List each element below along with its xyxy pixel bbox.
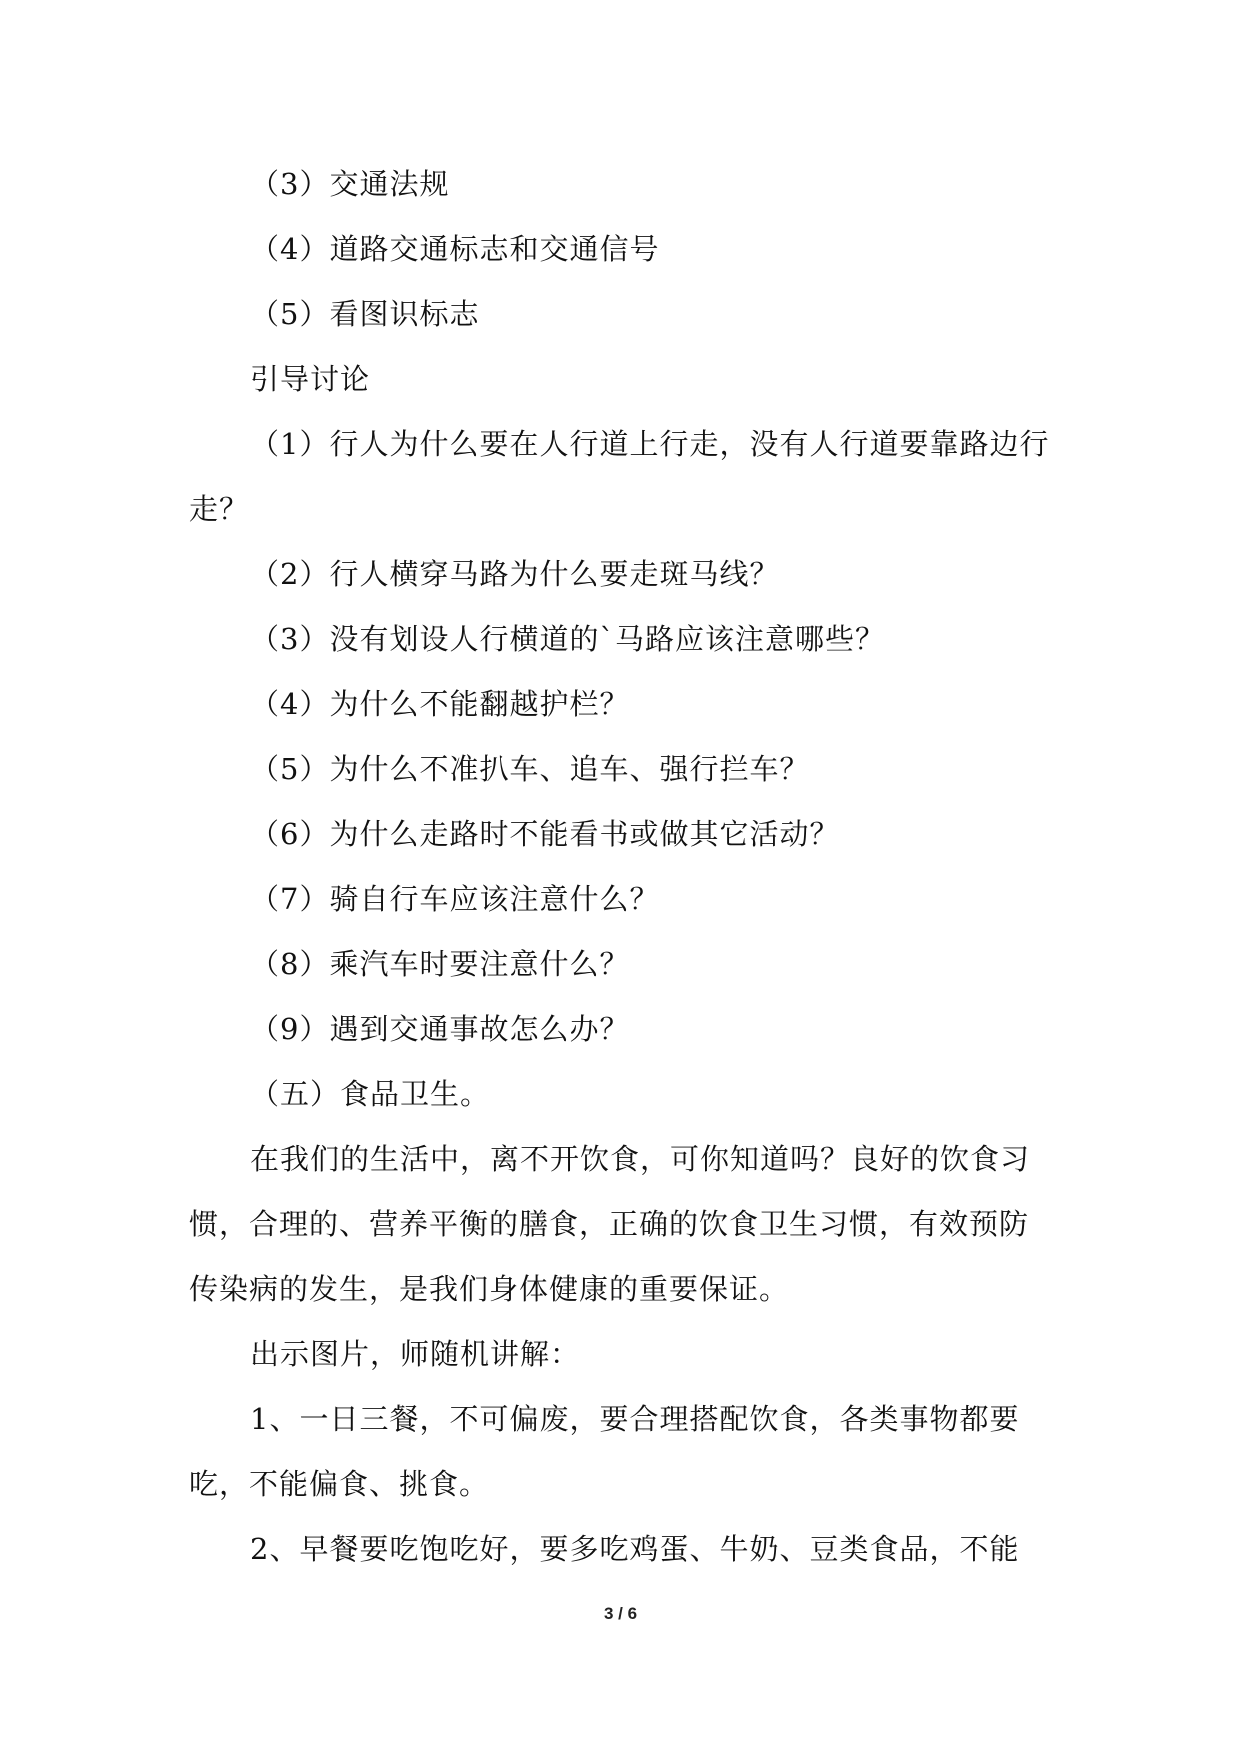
question-9: （9）遇到交通事故怎么办？ bbox=[250, 1012, 630, 1046]
question-1: （1）行人为什么要在人行道上行走，没有人行道要靠路边行走？ bbox=[189, 427, 1050, 526]
list-item-traffic-law: （3）交通法规 bbox=[250, 167, 450, 201]
paragraph-show-pictures: 出示图片，师随机讲解： bbox=[250, 1337, 581, 1371]
question-6: （6）为什么走路时不能看书或做其它活动？ bbox=[250, 817, 840, 851]
paragraph-food-intro: 在我们的生活中，离不开饮食，可你知道吗？良好的饮食习惯，合理的、营养平衡的膳食，正确的饮食卫生习惯，有效预防传染病的发生，是我们身体健康的重要保证。 bbox=[189, 1142, 1031, 1306]
question-4: （4）为什么不能翻越护栏？ bbox=[250, 687, 630, 721]
question-3: （3）没有划设人行横道的`马路应该注意哪些？ bbox=[250, 622, 885, 656]
section-heading-discussion: 引导讨论 bbox=[250, 362, 371, 396]
list-item-road-signs: （4）道路交通标志和交通信号 bbox=[250, 232, 660, 266]
question-8: （8）乘汽车时要注意什么？ bbox=[250, 947, 630, 981]
question-5: （5）为什么不准扒车、追车、强行拦车？ bbox=[250, 752, 810, 786]
question-2: （2）行人横穿马路为什么要走斑马线？ bbox=[250, 557, 780, 591]
list-item-recognize-signs: （5）看图识标志 bbox=[250, 297, 480, 331]
page-number: 3 / 6 bbox=[603, 1604, 638, 1623]
document-body bbox=[189, 152, 1057, 1582]
list-item-breakfast: 2、早餐要吃饱吃好，要多吃鸡蛋、牛奶、豆类食品，不能 bbox=[250, 1532, 1020, 1566]
section-heading-food-hygiene: （五）食品卫生。 bbox=[250, 1077, 491, 1111]
question-7: （7）骑自行车应该注意什么？ bbox=[250, 882, 660, 916]
list-item-three-meals: 1、一日三餐，不可偏废，要合理搭配饮食，各类事物都要吃，不能偏食、挑食。 bbox=[189, 1402, 1020, 1501]
